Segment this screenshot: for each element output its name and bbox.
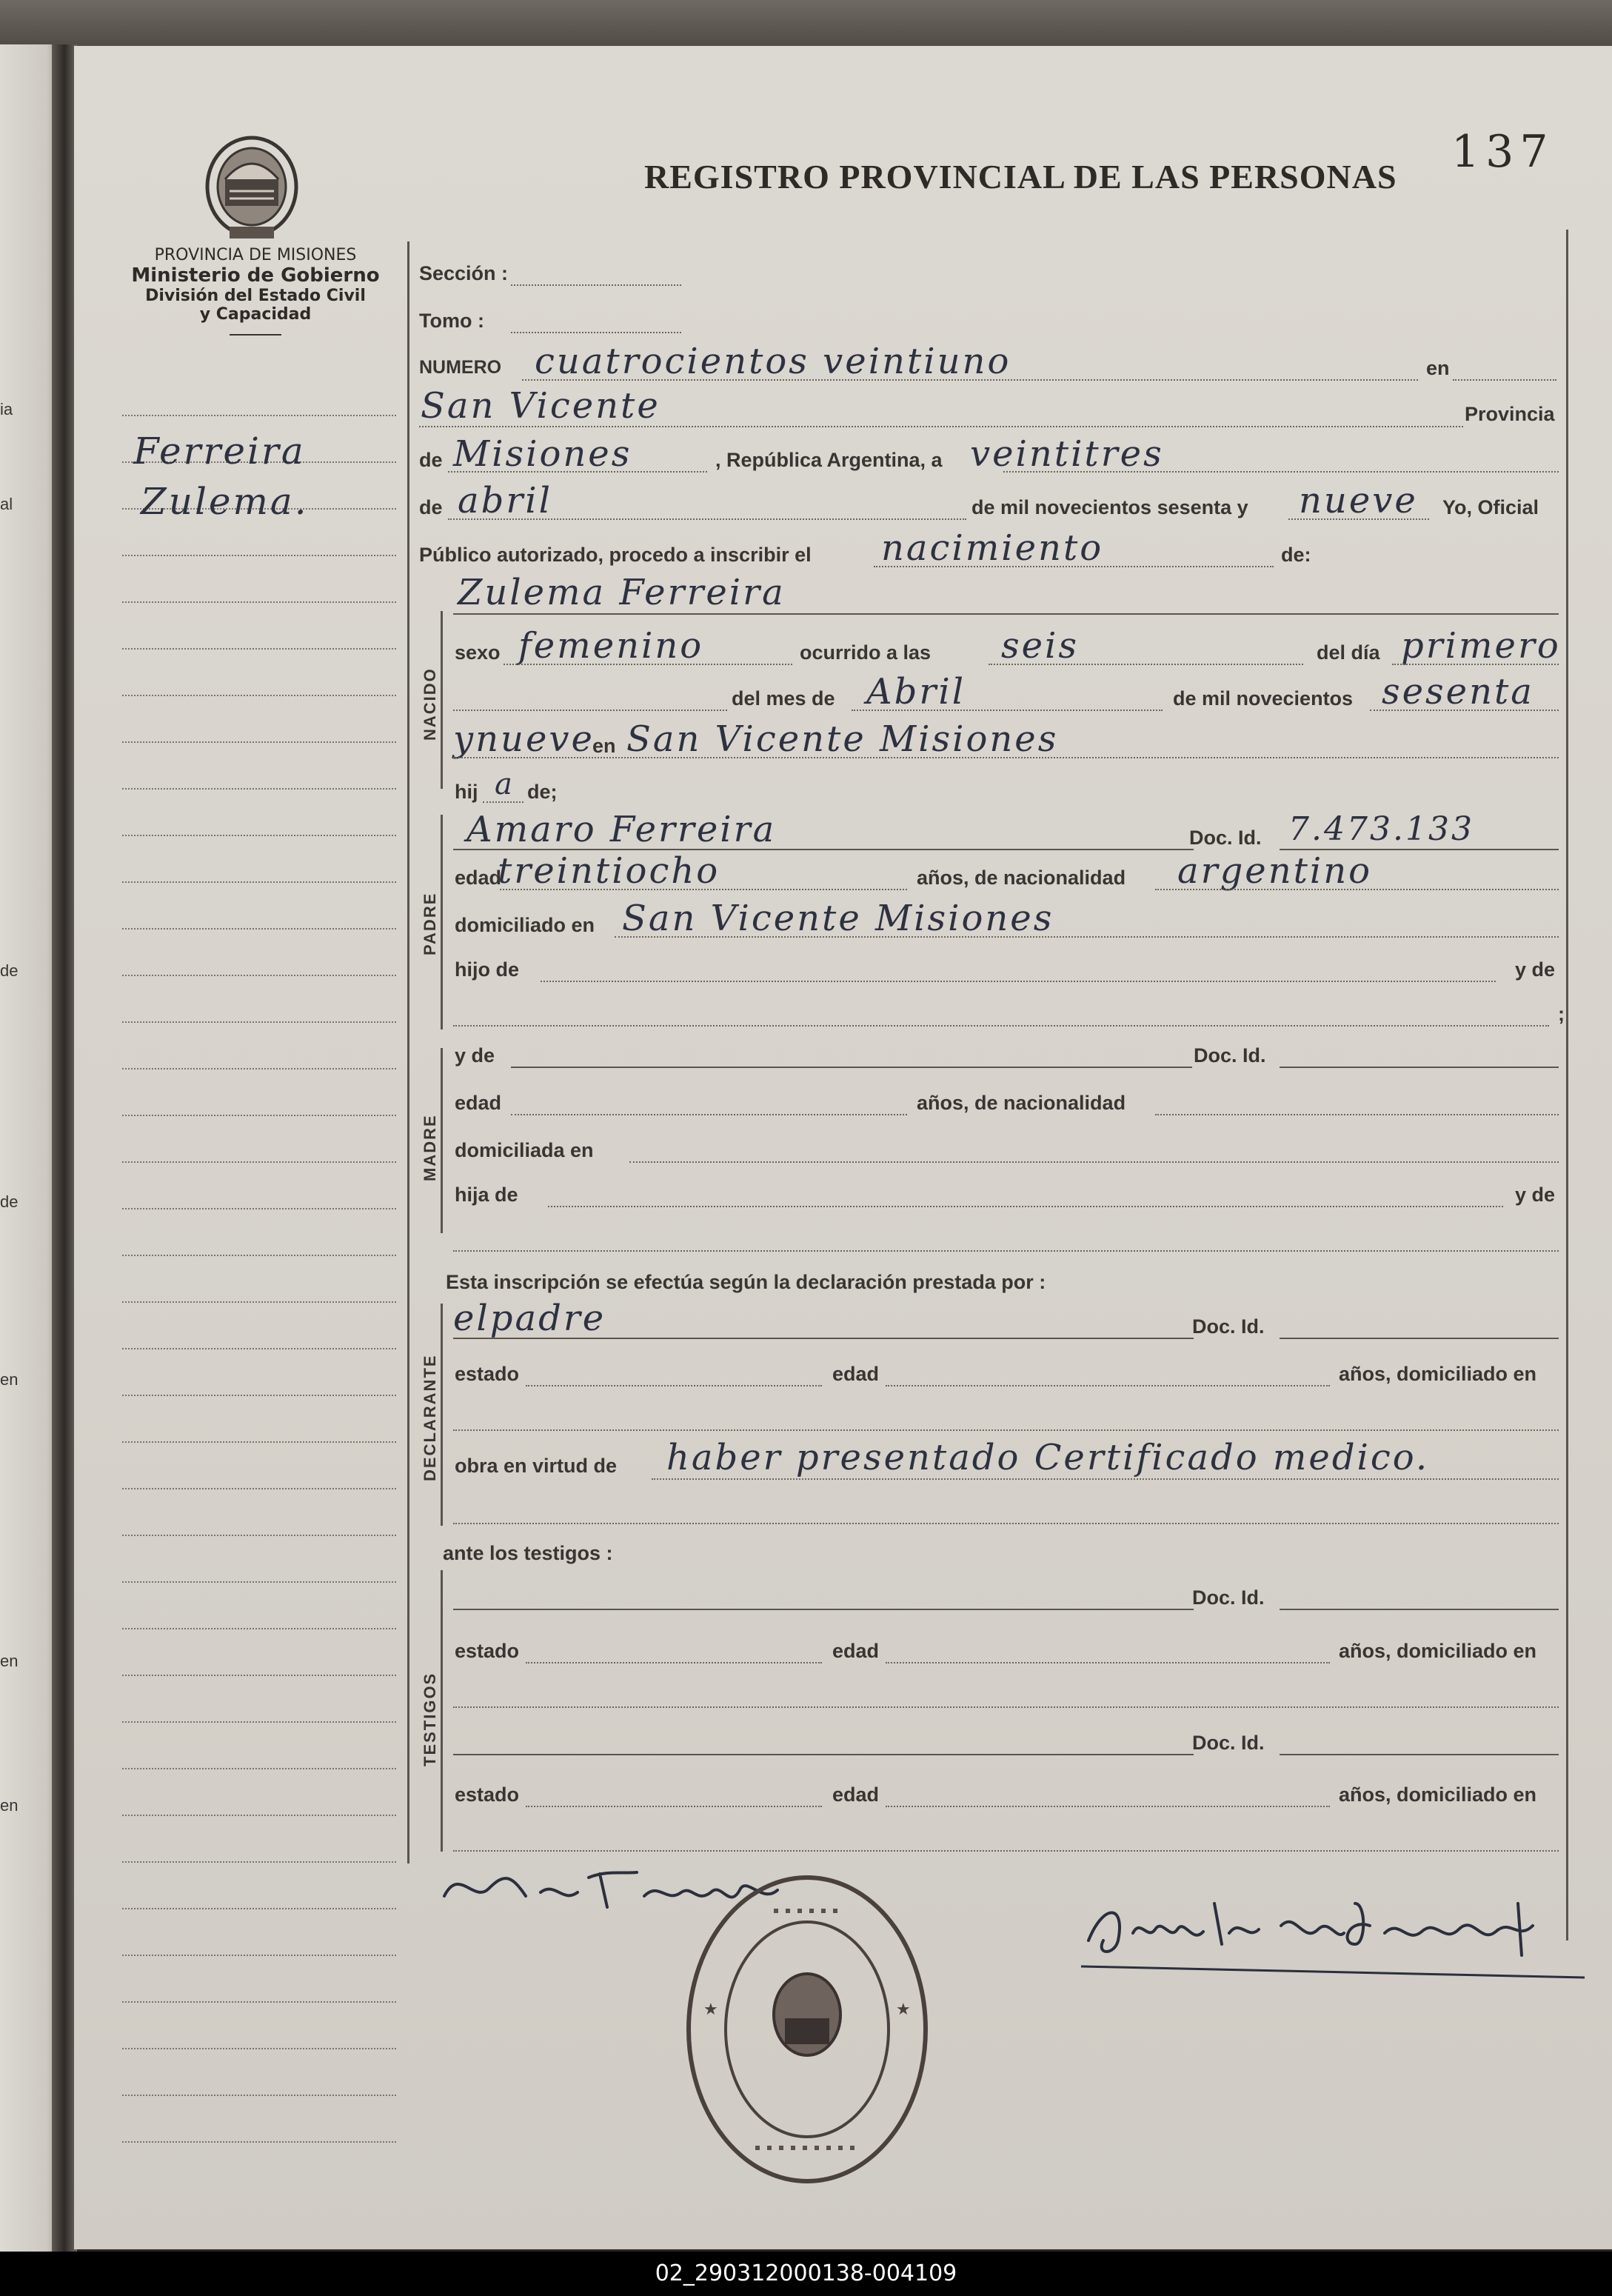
- margin-ruled-line: [122, 2001, 396, 2003]
- provincial-emblem: [200, 133, 304, 244]
- hij-line: [483, 801, 524, 803]
- tomo-label: Tomo :: [419, 310, 484, 332]
- testigo1-nombre-line: [453, 1609, 1194, 1610]
- padre-edad-value: treintiocho: [498, 850, 720, 892]
- de-mil-nov-label: de mil novecientos: [1173, 687, 1354, 710]
- publico-label: Público autorizado, procedo a inscribir el: [419, 544, 812, 566]
- madre-label: MADRE: [421, 1114, 439, 1181]
- mes-value: Abril: [866, 671, 966, 713]
- margin-ruled-line: [122, 1721, 396, 1723]
- margin-ruled-line: [122, 741, 396, 743]
- register-title: REGISTRO PROVINCIAL DE LAS PERSONAS: [644, 158, 1397, 196]
- declarante-nombre-line: [453, 1338, 1194, 1339]
- margin-ruled-line: [122, 1955, 396, 1956]
- margin-ruled-line: [122, 788, 396, 790]
- madre-hija-line: [548, 1206, 1503, 1207]
- de-semi-label: de;: [527, 781, 558, 803]
- book-cover-edge: [0, 0, 1612, 52]
- margin-ruled-line: [122, 1861, 396, 1863]
- margin-ruled-line: [122, 1815, 396, 1816]
- declarante-doc-label: Doc. Id.: [1192, 1315, 1265, 1338]
- margin-ruled-line: [122, 1488, 396, 1489]
- margin-ruled-line: [122, 881, 396, 883]
- margin-ruled-line: [122, 2141, 396, 2143]
- madre-edad-line: [511, 1114, 907, 1115]
- anio-nac-cont-value: ynueve: [453, 718, 595, 760]
- numero-label: NUMERO: [419, 357, 502, 378]
- margin-ruled-line: [122, 1348, 396, 1349]
- margin-surname: Ferreira: [133, 430, 306, 473]
- margin-ruled-line: [122, 1255, 396, 1256]
- testigo2-doc-label: Doc. Id.: [1192, 1732, 1265, 1754]
- padre-hijo-line-2: [453, 1025, 1549, 1027]
- padre-nac-label: años, de nacionalidad: [917, 867, 1126, 889]
- mes-registro-value: abril: [458, 480, 552, 521]
- acto-value: nacimiento: [881, 527, 1104, 569]
- del-mes-label: del mes de: [732, 687, 835, 710]
- svg-text:★: ★: [703, 2000, 718, 2018]
- obra-value: haber presentado Certificado medico.: [666, 1437, 1430, 1478]
- signature-right: [1074, 1874, 1592, 2000]
- madre-dom-line: [629, 1161, 1559, 1163]
- page-number: 137: [1451, 126, 1554, 178]
- nacido-rule: [441, 611, 443, 789]
- margin-ruled-line: [122, 1628, 396, 1629]
- declarante-edad-label: edad: [832, 1363, 880, 1385]
- del-dia-label: del día: [1317, 641, 1380, 664]
- madre-yde-label: y de: [455, 1044, 495, 1067]
- obra-line-2: [453, 1523, 1559, 1524]
- margin-ruled-line: [122, 1675, 396, 1676]
- anio-nac-line: [1370, 710, 1559, 711]
- svg-text:★: ★: [896, 2000, 911, 2018]
- testigo1-edad-line: [886, 1662, 1330, 1663]
- testigo1-edad-label: edad: [832, 1640, 880, 1662]
- padre-hijo-label: hijo de: [455, 958, 519, 981]
- acto-line: [874, 566, 1274, 567]
- lugar-line: [419, 426, 1463, 427]
- testigo1-dom-line: [453, 1706, 1559, 1708]
- margin-ruled-line: [122, 835, 396, 836]
- tomo-line: [511, 332, 681, 333]
- margin-rule: [407, 241, 409, 1863]
- padre-label: PADRE: [421, 892, 439, 955]
- republica-label: , República Argentina, a: [715, 449, 943, 471]
- dia-registro-value: veintitres: [970, 433, 1164, 475]
- margin-ruled-line: [122, 1115, 396, 1116]
- sexo-line: [504, 664, 792, 665]
- padre-nac-value: argentino: [1177, 850, 1373, 892]
- testigo1-estado-line: [526, 1662, 822, 1663]
- en-label-2: en: [592, 735, 616, 757]
- yo-oficial-label: Yo, Oficial: [1442, 496, 1539, 518]
- testigos-rule: [441, 1570, 443, 1852]
- facing-page-fragment: en: [0, 1652, 19, 1670]
- padre-dom-label: domiciliado en: [455, 914, 595, 936]
- ministry-capacity: y Capacidad: [199, 305, 312, 324]
- margin-ruled-line: [122, 2095, 396, 2096]
- margin-ruled-line: [122, 1395, 396, 1396]
- facing-page-fragment: de: [0, 961, 19, 980]
- sexo-value: femenino: [518, 625, 704, 667]
- facing-page-fragment: al: [0, 495, 13, 513]
- official-stamp: [681, 1866, 933, 2192]
- madre-nombre-line: [511, 1067, 1192, 1068]
- madre-edad-label: edad: [455, 1092, 502, 1114]
- margin-ruled-line: [122, 1441, 396, 1443]
- numero-line: [522, 379, 1418, 381]
- declarante-estado-line: [526, 1385, 822, 1386]
- facing-page-fragment: ia: [0, 400, 13, 418]
- testigo1-dom-label: años, domiciliado en: [1339, 1640, 1537, 1662]
- lugar-nac-value: San Vicente Misiones: [626, 718, 1059, 760]
- book-gutter: [52, 44, 77, 2252]
- declarante-doc-line: [1280, 1338, 1559, 1339]
- declarante-dom-line: [453, 1429, 1559, 1431]
- testigo2-edad-line: [886, 1806, 1330, 1807]
- nacido-label: NACIDO: [421, 667, 439, 741]
- padre-nac-line: [1155, 889, 1559, 890]
- declarante-estado-label: estado: [455, 1363, 520, 1385]
- margin-ruled-line: [122, 928, 396, 930]
- testigo2-edad-label: edad: [832, 1783, 880, 1806]
- margin-ruled-line: [122, 555, 396, 556]
- padre-rule: [441, 815, 443, 1029]
- declarante-label: DECLARANTE: [421, 1354, 439, 1481]
- ocurrido-label: ocurrido a las: [800, 641, 932, 664]
- en-line: [1453, 379, 1556, 381]
- margin-ruled-line: [122, 1161, 396, 1163]
- anio-value: nueve: [1299, 480, 1418, 521]
- madre-dom-label: domiciliada en: [455, 1139, 594, 1161]
- hij-label: hij: [455, 781, 478, 803]
- madre-yde2-label: y de: [1515, 1184, 1556, 1206]
- en-label: en: [1426, 357, 1450, 379]
- de-label: de: [419, 449, 443, 471]
- ministry-name: Ministerio de Gobierno: [131, 264, 380, 287]
- padre-yde-label: y de: [1515, 958, 1556, 981]
- testigos-label: TESTIGOS: [421, 1672, 439, 1766]
- margin-ruled-line: [122, 2048, 396, 2049]
- seccion-label: Sección :: [419, 262, 509, 284]
- margin-ruled-line: [122, 1768, 396, 1769]
- provincia-line: [448, 471, 707, 473]
- anio-nac-value: sesenta: [1382, 671, 1534, 713]
- margin-given-name: Zulema.: [141, 480, 309, 523]
- testigo2-doc-line: [1280, 1754, 1559, 1755]
- nombre-line: [453, 613, 1559, 615]
- obra-line: [652, 1478, 1559, 1480]
- margin-ruled-line: [122, 975, 396, 976]
- testigo1-estado-label: estado: [455, 1640, 520, 1662]
- mes-registro-line: [448, 518, 966, 520]
- provincia-label: Provincia: [1465, 403, 1555, 425]
- facing-page-fragment: de: [0, 1192, 19, 1211]
- declarante-rule: [441, 1304, 443, 1526]
- padre-semicolon: ;: [1558, 1003, 1565, 1025]
- margin-ruled-line: [122, 415, 396, 416]
- obra-label: obra en virtud de: [455, 1455, 618, 1477]
- margin-ruled-line: [122, 1908, 396, 1909]
- padre-hijo-line: [541, 981, 1496, 982]
- madre-rule: [441, 1048, 443, 1233]
- footer-code: 02_290312000138-004109: [0, 2252, 1612, 2296]
- dia-line: [1392, 664, 1559, 665]
- ministry-division: División del Estado Civil: [145, 287, 366, 305]
- margin-ruled-line: [122, 1301, 396, 1303]
- seccion-line: [511, 284, 681, 286]
- esta-inscripcion-label: Esta inscripción se efectúa según la declaración prestada por :: [446, 1271, 1046, 1293]
- margin-ruled-line: [122, 648, 396, 650]
- testigo1-doc-label: Doc. Id.: [1192, 1586, 1265, 1609]
- anio-line: [1288, 518, 1429, 520]
- testigo1-doc-line: [1280, 1609, 1559, 1610]
- dia-value: primero: [1401, 625, 1561, 667]
- de-colon-label: de:: [1281, 544, 1311, 566]
- madre-hija-line-2: [453, 1250, 1559, 1252]
- hora-value: seis: [1001, 625, 1080, 667]
- madre-doc-label: Doc. Id.: [1194, 1044, 1266, 1067]
- margin-ruled-area: [122, 415, 396, 2192]
- de-label-2: de: [419, 496, 443, 518]
- madre-nac-line: [1155, 1114, 1559, 1115]
- margin-ruled-line: [122, 1068, 396, 1069]
- padre-nombre-value: Amaro Ferreira: [466, 809, 777, 850]
- right-border: [1566, 230, 1568, 1940]
- declarante-dom-label: años, domiciliado en: [1339, 1363, 1537, 1385]
- lugar-value: San Vicente: [421, 385, 660, 427]
- ministry-rule: [230, 334, 281, 336]
- madre-doc-line: [1280, 1067, 1559, 1068]
- provincia-value: Misiones: [453, 433, 632, 475]
- mes-pre-line: [453, 710, 727, 711]
- margin-ruled-line: [122, 1535, 396, 1536]
- hij-suffix-value: a: [495, 767, 515, 801]
- padre-doc-value: 7.473.133: [1288, 810, 1474, 848]
- margin-ruled-line: [122, 695, 396, 696]
- padre-doc-label: Doc. Id.: [1189, 827, 1262, 849]
- declarante-nombre-value: elpadre: [453, 1298, 606, 1339]
- hora-line: [989, 664, 1303, 665]
- lugar-nac-line: [453, 757, 1559, 758]
- margin-ruled-line: [122, 1208, 396, 1209]
- margin-ruled-line: [122, 601, 396, 603]
- dia-registro-line: [1003, 471, 1559, 473]
- ante-testigos-label: ante los testigos :: [443, 1542, 613, 1564]
- madre-hija-label: hija de: [455, 1184, 518, 1206]
- testigo2-estado-line: [526, 1806, 822, 1807]
- padre-edad-label: edad: [455, 867, 502, 889]
- testigo2-dom-label: años, domiciliado en: [1339, 1783, 1537, 1806]
- madre-nac-label: años, de nacionalidad: [917, 1092, 1126, 1114]
- testigo2-estado-label: estado: [455, 1783, 520, 1806]
- sexo-label: sexo: [455, 641, 501, 664]
- ministry-block: [111, 246, 400, 336]
- margin-ruled-line: [122, 1581, 396, 1583]
- declarante-edad-line: [886, 1385, 1330, 1386]
- facing-page-fragment: en: [0, 1370, 19, 1389]
- testigo2-nombre-line: [453, 1754, 1194, 1755]
- numero-value: cuatrocientos veintiuno: [535, 341, 1011, 382]
- padre-dom-line: [615, 936, 1559, 938]
- de-mil-label: de mil novecientos sesenta y: [971, 496, 1248, 518]
- nombre-value: Zulema Ferreira: [458, 572, 786, 613]
- padre-edad-line: [500, 889, 907, 890]
- mes-line: [852, 710, 1163, 711]
- padre-dom-value: San Vicente Misiones: [622, 898, 1054, 939]
- margin-ruled-line: [122, 1021, 396, 1023]
- facing-page-fragment: en: [0, 1796, 19, 1815]
- ministry-province: PROVINCIA DE MISIONES: [154, 246, 357, 264]
